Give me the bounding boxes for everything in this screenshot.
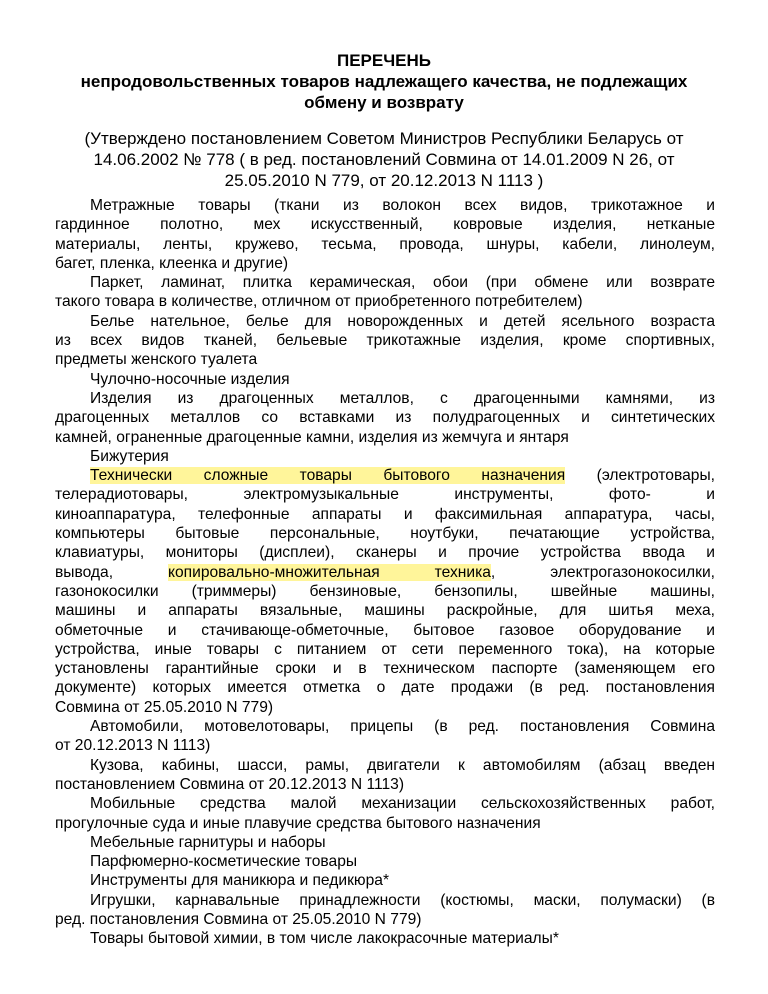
item-line: Паркет, ламинат, плитка керамическая, обои (при обмене или возврате	[90, 274, 715, 292]
item-line: предметы женского туалета	[55, 351, 258, 369]
approval-note	[0, 128, 768, 191]
item-line: прогулочные суда и иные плавучие средства бытового назначения	[55, 814, 541, 832]
item-line: установлены гарантийные сроки и в техническом паспорте (заменяющем его	[55, 660, 715, 678]
item-text: вывода,	[55, 563, 114, 581]
list-item	[55, 196, 715, 273]
list-item	[55, 312, 715, 370]
title-heading: ПЕРЕЧЕНЬ	[336, 51, 431, 70]
item-line: Метражные товары (ткани из волокон всех видов, трикотажное и	[90, 197, 715, 214]
list-item	[55, 370, 715, 389]
approval-line-3: 25.05.2010 N 779, от 20.12.2013 N 1113 )	[224, 171, 544, 190]
item-line: Мобильные средства малой механизации сельскохозяйственных работ,	[90, 795, 715, 813]
item-line: машины и аппараты вязальные, машины раскройные, для шитья меха,	[55, 602, 715, 620]
item-line: Чулочно-носочные изделия	[90, 370, 290, 388]
highlighted-phrase: копировально-множительная техника	[168, 563, 491, 581]
item-line: багет, пленка, клеенка и другие)	[55, 254, 289, 272]
item-line: ред. постановления Совмина от 25.05.2010 N 779)	[55, 910, 422, 928]
list-item	[55, 756, 715, 795]
item-line: компьютеры бытовые персональные, ноутбуки, печатающие устройства,	[55, 525, 715, 543]
item-line: материалы, ленты, кружево, тесьма, провода, шнуры, кабели, линолеум,	[55, 235, 715, 253]
list-item	[55, 871, 715, 890]
item-line: документе) которых имеется отметка о дате продажи (в ред. постановления	[55, 679, 715, 697]
item-line: драгоценных металлов со вставками из полудрагоценных и синтетических	[55, 409, 715, 427]
item-line: Изделия из драгоценных металлов, с драгоценными камнями, из	[90, 389, 715, 407]
item-line: камней, ограненные драгоценные камни, изделия из жемчуга и янтаря	[55, 428, 569, 446]
item-line: клавиатуры, мониторы (дисплеи), сканеры и прочие устройства ввода и	[55, 544, 715, 562]
title-line-3: обмену и возврату	[304, 93, 464, 112]
list-item	[55, 929, 715, 948]
item-line	[55, 466, 715, 485]
list-item	[55, 447, 715, 466]
approval-line-1: (Утверждено постановлением Советом Министров Республики Беларусь от	[84, 129, 684, 148]
list-item	[55, 717, 715, 756]
item-line: Кузова, кабины, шасси, рамы, двигатели к автомобилям (абзац введен	[90, 756, 715, 774]
list-item	[55, 273, 715, 312]
item-line: Белье нательное, белье для новорожденных и детей ясельного возраста	[90, 312, 715, 330]
item-line: устройства, иные товары с питанием от сети переменного тока), на которые	[55, 640, 715, 658]
list-item	[55, 466, 715, 717]
item-line: киноаппаратура, телефонные аппараты и факсимильная аппаратура, часы,	[55, 505, 715, 523]
item-line: гардинное полотно, мех искусственный, ковровые изделия, нетканые	[55, 216, 715, 234]
item-line: Инструменты для маникюра и педикюра*	[90, 872, 390, 890]
approval-line-2: 14.06.2002 № 778 ( в ред. постановлений Совмина от 14.01.2009 N 26, от	[93, 150, 675, 169]
item-line: такого товара в количестве, отличном от приобретенного потребителем)	[55, 293, 583, 311]
item-line: от 20.12.2013 N 1113)	[55, 737, 211, 755]
list-item	[55, 852, 715, 871]
item-line	[55, 563, 715, 582]
list-item	[55, 794, 715, 833]
item-line: телерадиотовары, электромузыкальные инструменты, фото- и	[55, 486, 715, 504]
item-line: Бижутерия	[90, 447, 169, 465]
document-title	[0, 50, 768, 113]
item-line: Мебельные гарнитуры и наборы	[90, 833, 326, 851]
item-text: , электрогазонокосилки,	[490, 563, 715, 581]
item-line: постановлением Совмина от 20.12.2013 N 1113)	[55, 775, 405, 793]
item-line: газонокосилки (триммеры) бензиновые, бензопилы, швейные машины,	[55, 582, 715, 600]
item-line: Товары бытовой химии, в том числе лакокрасочные материалы*	[90, 930, 559, 948]
list-item	[55, 389, 715, 447]
item-line: Автомобили, мотовелотовары, прицепы (в ред. постановления Совмина	[90, 718, 715, 736]
item-line: из всех видов тканей, бельевые трикотажные изделия, кроме спортивных,	[55, 332, 715, 350]
item-line: Парфюмерно-косметические товары	[90, 853, 358, 871]
list-body	[55, 196, 715, 949]
item-text: (электротовары,	[596, 467, 715, 485]
list-item	[55, 833, 715, 852]
item-line: обметочные и стачивающе-обметочные, бытовое газовое оборудование и	[55, 621, 715, 639]
title-line-2: непродовольственных товаров надлежащего качества, не подлежащих	[80, 72, 688, 91]
list-item	[55, 891, 715, 930]
highlighted-phrase: Технически сложные товары бытового назначения	[90, 467, 566, 485]
item-line: Игрушки, карнавальные принадлежности (костюмы, маски, полумаски) (в	[90, 891, 715, 909]
item-line: Совмина от 25.05.2010 N 779)	[55, 698, 274, 716]
